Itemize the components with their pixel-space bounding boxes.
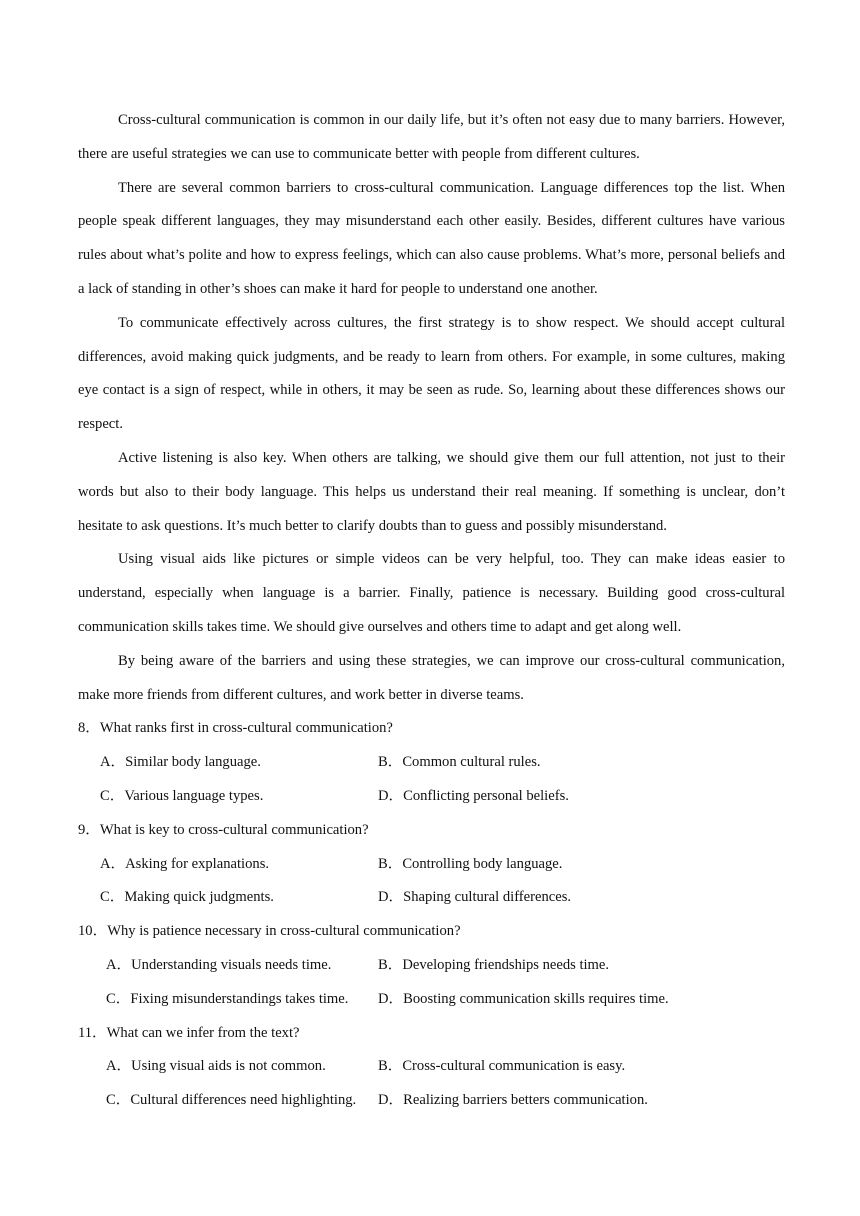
question-stem: 11．What can we infer from the text? [78, 1024, 300, 1041]
options-row [78, 983, 785, 1017]
options-row [78, 949, 785, 983]
option-b: B．Cross-cultural communication is easy. [378, 1058, 626, 1075]
question-stem: 10．Why is patience necessary in cross-cultural communication? [78, 923, 461, 940]
options-row [78, 780, 785, 814]
option-a: A．Asking for explanations. [100, 855, 270, 872]
option-c: C．Cultural differences need highlighting. [106, 1092, 357, 1109]
paragraph: To communicate effectively across cultures, the first strategy is to show respect. We should accept cultural differences, avoid making quick judgments, and be ready to learn from others. For example, in some cultures, making eye contact is a sign of respect, while in others, it may be seen as rude. So, learning about these differences shows our respect. [78, 314, 785, 433]
option-b: B．Developing friendships needs time. [378, 956, 610, 973]
paragraph: By being aware of the barriers and using these strategies, we can improve our cross-cultural communication, make more friends from different cultures, and work better in diverse teams. [78, 652, 785, 703]
question-11 [78, 1017, 785, 1118]
option-c: C．Various language types. [100, 787, 264, 804]
option-d: D．Boosting communication skills requires time. [378, 990, 669, 1007]
option-d: D．Conflicting personal beliefs. [378, 787, 569, 804]
question-10 [78, 915, 785, 1016]
option-d: D．Realizing barriers betters communication. [378, 1092, 648, 1109]
options-row [78, 746, 785, 780]
options-row [78, 881, 785, 915]
options-row [78, 1084, 785, 1118]
option-b: B．Controlling body language. [378, 855, 563, 872]
option-d: D．Shaping cultural differences. [378, 889, 572, 906]
option-a: A．Using visual aids is not common. [106, 1058, 326, 1075]
question-8 [78, 712, 785, 813]
paragraph: Using visual aids like pictures or simple videos can be very helpful, too. They can make ideas easier to understand, especially when language is a barrier. Finally, patience is necessary. Building good cross-cultural communication skills takes time. We should give ourselves and others time to adapt and get along well. [78, 551, 785, 635]
question-9 [78, 814, 785, 915]
option-a: A．Similar body language. [100, 754, 261, 771]
options-row [78, 848, 785, 882]
option-b: B．Common cultural rules. [378, 754, 541, 771]
option-a: A．Understanding visuals needs time. [106, 956, 332, 973]
question-stem: 8．What ranks first in cross-cultural communication? [78, 720, 393, 737]
options-row [78, 1050, 785, 1084]
document-page [78, 104, 785, 1118]
paragraph: There are several common barriers to cross-cultural communication. Language differences top the list. When people speak different languages, they may misunderstand each other easily. Besides, different cultures have various rules about what’s polite and how to express feelings, which can also cause problems. What’s more, personal beliefs and a lack of standing in other’s shoes can make it hard for people to understand one another. [78, 179, 785, 297]
paragraph: Cross-cultural communication is common in our daily life, but it’s often not easy due to many barriers. However, there are useful strategies we can use to communicate better with people from different cultures. [78, 112, 785, 162]
option-c: C．Making quick judgments. [100, 889, 274, 906]
option-c: C．Fixing misunderstandings takes time. [106, 990, 349, 1007]
question-stem: 9．What is key to cross-cultural communication? [78, 821, 369, 838]
paragraph: Active listening is also key. When others are talking, we should give them our full attention, not just to their words but also to their body language. This helps us understand their real meaning. If something is unclear, don’t hesitate to ask questions. It’s much better to clarify doubts than to guess and possibly misunderstand. [78, 449, 785, 534]
